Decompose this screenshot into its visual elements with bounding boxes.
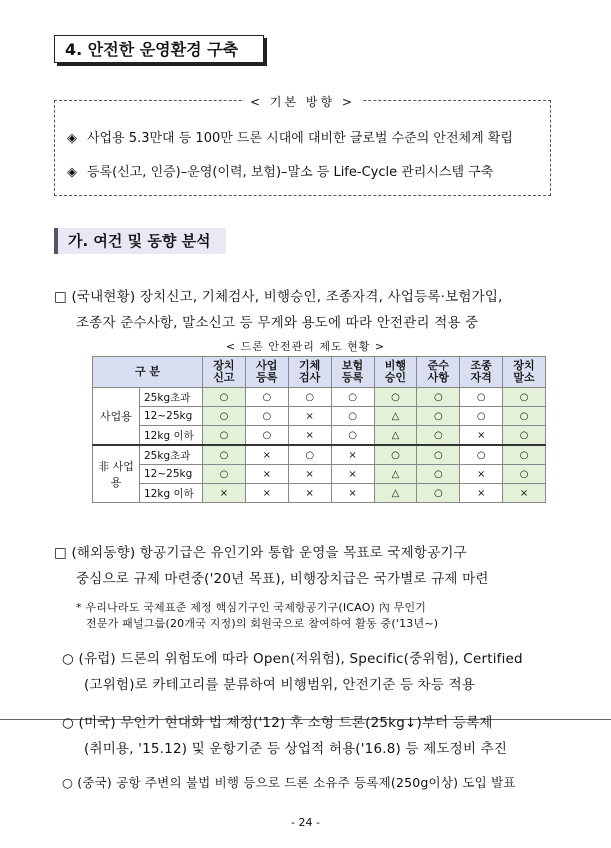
table-cell: △ bbox=[374, 484, 417, 503]
table-cell: ○ bbox=[331, 388, 374, 407]
sub-section-title: 가. 여건 및 동향 분석 bbox=[54, 228, 226, 254]
weight-class-cell: 12~25kg bbox=[140, 465, 203, 484]
basic-direction-box bbox=[54, 95, 551, 196]
column-header: 사업 등록 bbox=[245, 357, 288, 388]
table-cell: × bbox=[245, 465, 288, 484]
table-header-row bbox=[93, 357, 546, 388]
domestic-line-1: □ (국내현황) 장치신고, 기체검사, 비행승인, 조종자격, 사업등록·보험가입, bbox=[54, 289, 503, 305]
overseas-line-2: 중심으로 규제 마련중('20년 목표), 비행장치급은 국가별로 규제 마련 bbox=[76, 571, 489, 587]
table-cell: ○ bbox=[460, 407, 503, 426]
table-cell: ○ bbox=[245, 407, 288, 426]
table-cell: ○ bbox=[417, 445, 460, 465]
group-label: 사업용 bbox=[93, 388, 140, 446]
checkbox-icon: □ bbox=[54, 289, 67, 305]
table-cell: ○ bbox=[503, 426, 546, 446]
table-cell: ○ bbox=[245, 426, 288, 446]
table-cell: ○ bbox=[503, 388, 546, 407]
table-cell: × bbox=[503, 484, 546, 503]
table-row bbox=[93, 445, 546, 465]
weight-class-cell: 12kg 이하 bbox=[140, 484, 203, 503]
table-cell: ○ bbox=[331, 426, 374, 446]
basic-direction-item: ◈ 등록(신고, 인증)–운영(이력, 보험)–말소 등 Life-Cycle 관리시스템 구축 bbox=[67, 165, 494, 180]
circle-bullet-icon: ○ bbox=[62, 715, 74, 731]
overseas-note-2: 전문가 패널그룹(20개국 지정)의 회원국으로 참여하여 활동 중('13년~) bbox=[86, 617, 439, 630]
table-cell: × bbox=[460, 484, 503, 503]
overseas-note-1: * 우리나라도 국제표준 제정 핵심기구인 국제항공기구(ICAO) 內 무인기 bbox=[76, 601, 427, 614]
drone-safety-table bbox=[92, 356, 546, 503]
table-corner-header: 구 분 bbox=[93, 357, 203, 388]
checkbox-icon: □ bbox=[54, 545, 67, 561]
table-cell: ○ bbox=[417, 484, 460, 503]
weight-class-cell: 25kg초과 bbox=[140, 388, 203, 407]
column-header: 비행 승인 bbox=[374, 357, 417, 388]
diamond-bullet-icon: ◈ bbox=[67, 165, 77, 180]
europe-line-1: ○ (유럽) 드론의 위험도에 따라 Open(저위험), Specific(중위험), Certified bbox=[62, 651, 523, 667]
table-cell: ○ bbox=[460, 445, 503, 465]
table-cell: ○ bbox=[503, 407, 546, 426]
table-row bbox=[93, 484, 546, 503]
table-caption: < 드론 안전관리 제도 현황 > bbox=[225, 340, 386, 353]
circle-bullet-icon: ○ bbox=[62, 775, 74, 790]
overseas-line-1: □ (해외동향) 항공기급은 유인기와 통합 운영을 목표로 국제항공기구 bbox=[54, 545, 467, 561]
table-cell: ○ bbox=[460, 388, 503, 407]
table-cell: ○ bbox=[203, 407, 246, 426]
table-cell: ○ bbox=[245, 388, 288, 407]
usa-line-1: ○ (미국) 무인기 현대화 법 제정('12) 후 소형 드론(25kg↓)부터 등록제 bbox=[62, 715, 493, 731]
table-row bbox=[93, 407, 546, 426]
basic-direction-item: ◈ 사업용 5.3만대 등 100만 드론 시대에 대비한 글로벌 수준의 안전체계 확립 bbox=[67, 131, 513, 146]
table-cell: × bbox=[288, 407, 331, 426]
table-cell: × bbox=[331, 445, 374, 465]
table-row bbox=[93, 465, 546, 484]
column-header: 장치 말소 bbox=[503, 357, 546, 388]
table-cell: × bbox=[331, 465, 374, 484]
table-cell: × bbox=[288, 484, 331, 503]
table-cell: ○ bbox=[288, 445, 331, 465]
table-cell: ○ bbox=[374, 388, 417, 407]
section-title: 4. 안전한 운영환경 구축 bbox=[54, 35, 264, 63]
table-cell: × bbox=[245, 445, 288, 465]
circle-bullet-icon: ○ bbox=[62, 651, 74, 667]
column-header: 보험 등록 bbox=[331, 357, 374, 388]
table-cell: × bbox=[288, 426, 331, 446]
table-row bbox=[93, 426, 546, 446]
table-cell: × bbox=[288, 465, 331, 484]
domestic-line-2: 조종자 준수사항, 말소신고 등 무게와 용도에 따라 안전관리 적용 중 bbox=[76, 315, 479, 331]
table-cell: ○ bbox=[417, 426, 460, 446]
table-cell: × bbox=[460, 426, 503, 446]
table-row bbox=[93, 388, 546, 407]
table-cell: △ bbox=[374, 407, 417, 426]
group-label: 非 사업용 bbox=[93, 445, 140, 503]
table-cell: ○ bbox=[203, 445, 246, 465]
europe-line-2: (고위험)로 카테고리를 분류하여 비행범위, 안전기준 등 차등 적용 bbox=[84, 677, 476, 693]
table-cell: ○ bbox=[288, 388, 331, 407]
table-cell: ○ bbox=[203, 465, 246, 484]
table-cell: ○ bbox=[374, 445, 417, 465]
table-cell: × bbox=[331, 484, 374, 503]
china-line-1: ○ (중국) 공항 주변의 불법 비행 등으로 드론 소유주 등록제(250g이상) 도입 발표 bbox=[62, 775, 516, 790]
table-cell: × bbox=[203, 484, 246, 503]
usa-line-2: (취미용, '15.12) 및 운항기준 등 상업적 허용('16.8) 등 제도정비 추진 bbox=[84, 741, 508, 757]
page-number: - 24 - bbox=[291, 816, 320, 829]
weight-class-cell: 25kg초과 bbox=[140, 445, 203, 465]
table-cell: × bbox=[460, 465, 503, 484]
table-cell: ○ bbox=[503, 445, 546, 465]
table-cell: ○ bbox=[203, 426, 246, 446]
column-header: 조종 자격 bbox=[460, 357, 503, 388]
table-cell: △ bbox=[374, 465, 417, 484]
diamond-bullet-icon: ◈ bbox=[67, 131, 77, 146]
table-cell: ○ bbox=[417, 407, 460, 426]
table-cell: ○ bbox=[503, 465, 546, 484]
weight-class-cell: 12kg 이하 bbox=[140, 426, 203, 446]
table-cell: ○ bbox=[417, 388, 460, 407]
table-cell: △ bbox=[374, 426, 417, 446]
column-header: 기체 검사 bbox=[288, 357, 331, 388]
table-body bbox=[93, 388, 546, 503]
table-cell: ○ bbox=[331, 407, 374, 426]
basic-direction-heading: < 기본 방향 > bbox=[244, 95, 361, 109]
column-header: 준수 사항 bbox=[417, 357, 460, 388]
table-cell: × bbox=[245, 484, 288, 503]
table-cell: ○ bbox=[203, 388, 246, 407]
column-header: 장치 신고 bbox=[203, 357, 246, 388]
weight-class-cell: 12~25kg bbox=[140, 407, 203, 426]
table-cell: ○ bbox=[417, 465, 460, 484]
